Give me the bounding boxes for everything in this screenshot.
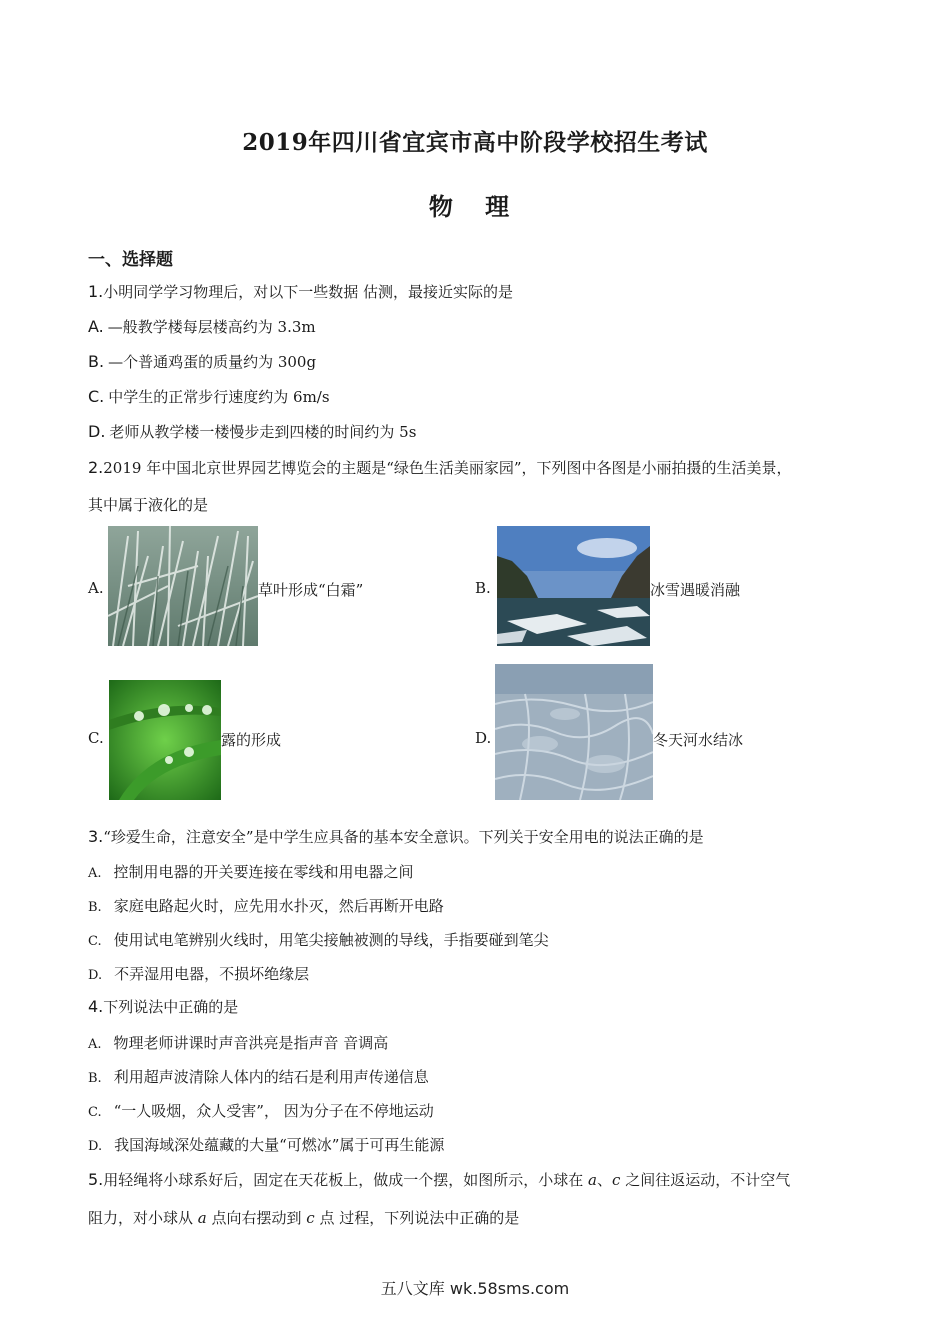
option-text: 老师从教学楼一楼慢步走到四楼的时间约为 5s <box>109 423 417 441</box>
q2-option-a-caption: 草叶形成“白霜” <box>258 581 364 599</box>
q2-option-d-label: D. <box>475 729 492 747</box>
question-text-1a: 用轻绳将小球系好后，固定在天花板上，做成一个摆，如图所示，小球在 <box>103 1171 589 1189</box>
option-text: —个普通鸡蛋的质量约为 300g <box>108 353 317 371</box>
var-c: c <box>306 1209 315 1227</box>
question-number: 4. <box>88 997 104 1016</box>
option-text: 利用超声波清除人体内的结石是利用声传递信息 <box>113 1068 429 1086</box>
frost-grass-photo <box>108 526 258 646</box>
question-1 <box>88 281 513 302</box>
question-text-2b: 点向右摆动到 <box>206 1209 307 1227</box>
question-text-1c: 之间往返运动，不计空气 <box>620 1171 791 1189</box>
option-label: C. <box>88 1105 102 1120</box>
melting-river-photo <box>497 526 650 646</box>
option-text: 使用试电笔辨别火线时，用笔尖接触被测的导线，手指要碰到笔尖 <box>113 931 549 949</box>
question-text-2c: 点 过程，下列说法中正确的是 <box>314 1209 520 1227</box>
footer-site-url[interactable]: wk.58sms.com <box>449 1279 570 1298</box>
q2-option-c-label: C. <box>88 729 104 747</box>
option-label: A. <box>88 1037 102 1052</box>
question-text: 小明同学学习物理后，对以下一些数据 估测，最接近实际的是 <box>103 283 514 301</box>
q1-option-b <box>88 351 316 372</box>
question-number: 5. <box>88 1170 104 1189</box>
q2-option-a-label: A. <box>88 579 104 597</box>
option-label: B. <box>88 1071 102 1086</box>
question-2-line2: 其中属于液化的是 <box>88 496 209 514</box>
option-label: D. <box>88 1139 103 1154</box>
q3-option-a <box>88 861 414 882</box>
question-text-1b: 、 <box>597 1171 613 1189</box>
q2-option-c-caption: 露的形成 <box>221 731 282 749</box>
dew-leaf-photo <box>109 680 221 800</box>
q3-option-b <box>88 895 444 916</box>
question-number: 1. <box>88 282 104 301</box>
q2-option-b-label: B. <box>475 579 491 597</box>
option-label: A. <box>88 866 102 881</box>
subject-title: 物 理 <box>428 192 522 221</box>
option-label: B. <box>88 352 105 371</box>
option-label: C. <box>88 387 105 406</box>
q3-option-c <box>88 929 549 950</box>
option-label: D. <box>88 422 106 441</box>
option-label: B. <box>88 900 102 915</box>
q4-option-d <box>88 1134 444 1155</box>
question-text: 2019 年中国北京世界园艺博览会的主题是“绿色生活美丽家园”，下列图中各图是小丽拍摄的生活美景， <box>103 459 792 477</box>
question-2 <box>88 457 792 478</box>
option-text: 家庭电路起火时，应先用水扑灭，然后再断开电路 <box>113 897 444 915</box>
q3-option-d <box>88 963 309 984</box>
var-a: a <box>197 1209 207 1227</box>
option-text: —般教学楼每层楼高约为 3.3m <box>107 318 316 336</box>
question-5-line2 <box>88 1207 519 1228</box>
frozen-river-photo <box>495 664 653 800</box>
question-text: 下列说法中正确的是 <box>103 998 239 1016</box>
var-c: c <box>612 1171 621 1189</box>
q1-option-d <box>88 421 416 442</box>
question-4 <box>88 996 238 1017</box>
q2-option-d-caption: 冬天河水结冰 <box>653 731 744 749</box>
question-text-2a: 阻力，对小球从 <box>88 1209 198 1227</box>
question-number: 2. <box>88 458 104 477</box>
question-number: 3. <box>88 827 104 846</box>
option-text: 控制用电器的开关要连接在零线和用电器之间 <box>113 863 414 881</box>
question-5 <box>88 1169 790 1190</box>
section-heading: 一、选择题 <box>88 250 173 270</box>
question-3 <box>88 826 704 847</box>
footer-watermark <box>0 1276 950 1299</box>
question-text: “珍爱生命，注意安全”是中学生应具备的基本安全意识。下列关于安全用电的说法正确的是 <box>103 828 704 846</box>
option-text: “一人吸烟，众人受害”， 因为分子在不停地运动 <box>113 1102 434 1120</box>
q4-option-c <box>88 1100 434 1121</box>
q1-option-c <box>88 386 330 407</box>
option-text: 不弄湿用电器，不损坏绝缘层 <box>114 965 310 983</box>
footer-site-name: 五八文库 <box>380 1279 445 1298</box>
option-text: 我国海域深处蕴藏的大量“可燃冰”属于可再生能源 <box>114 1136 445 1154</box>
option-text: 中学生的正常步行速度约为 6m/s <box>108 388 330 406</box>
q4-option-a <box>88 1032 388 1053</box>
option-label: D. <box>88 968 103 983</box>
var-a: a <box>588 1171 597 1189</box>
q4-option-b <box>88 1066 429 1087</box>
option-text: 物理老师讲课时声音洪亮是指声音 音调高 <box>113 1034 389 1052</box>
option-label: A. <box>88 317 104 336</box>
q2-option-b-caption: 冰雪遇暖消融 <box>650 581 741 599</box>
q1-option-a <box>88 316 316 337</box>
option-label: C. <box>88 934 102 949</box>
exam-title: 2019年四川省宜宾市高中阶段学校招生考试 <box>242 129 708 156</box>
